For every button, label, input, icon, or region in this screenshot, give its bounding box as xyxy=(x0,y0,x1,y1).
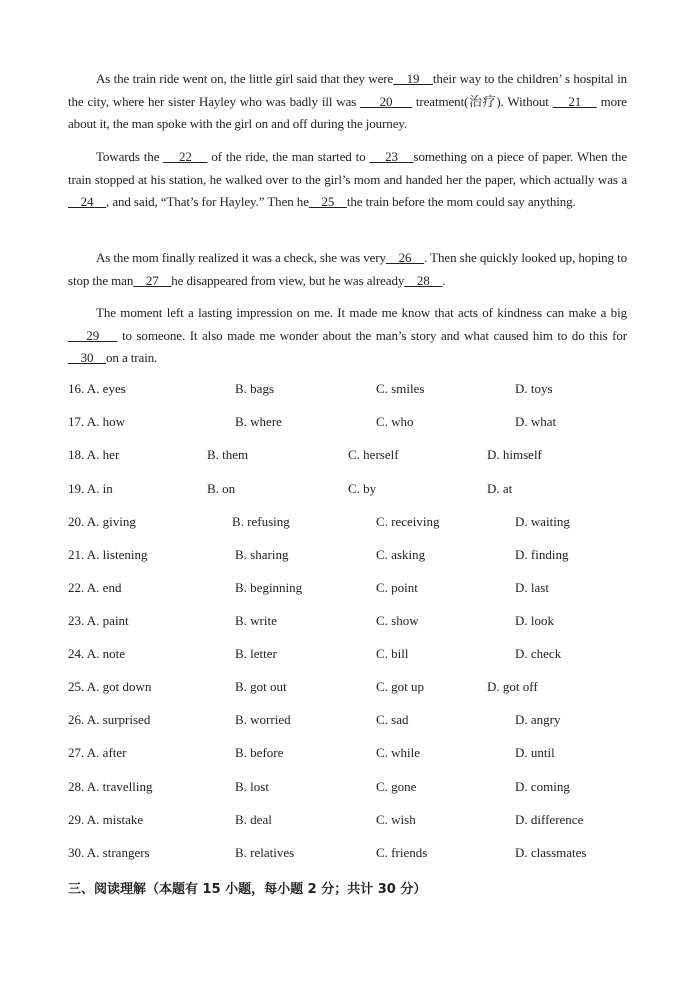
answer-blank: 30 xyxy=(68,350,107,365)
option-b: B. them xyxy=(207,447,249,462)
passage-paragraph-1 xyxy=(68,68,627,136)
option-b: B. on xyxy=(207,481,236,496)
passage-text: , and said, “That’s for Hayley.” Then he xyxy=(106,194,309,209)
option-b: B. bags xyxy=(235,381,274,396)
question-row xyxy=(68,514,628,534)
question-number-option-a: 27. A. after xyxy=(68,745,127,760)
option-b: B. where xyxy=(235,414,282,429)
question-number-option-a: 21. A. listening xyxy=(68,547,148,562)
passage-text: Towards the xyxy=(96,149,164,164)
passage-text: on a train. xyxy=(106,350,158,365)
question-row xyxy=(68,779,628,799)
passage-text: As the mom finally realized it was a check, she was very xyxy=(96,250,386,265)
option-c: C. point xyxy=(376,580,418,595)
option-c: C. wish xyxy=(376,812,416,827)
option-b: B. before xyxy=(235,745,284,760)
option-c: C. smiles xyxy=(376,381,425,396)
passage-text: treatment(治疗). Without xyxy=(411,93,553,109)
option-d: D. finding xyxy=(515,547,569,562)
option-d: D. at xyxy=(487,481,513,496)
option-c: C. by xyxy=(348,481,377,496)
answer-blank: 23 xyxy=(369,149,414,164)
option-d: D. difference xyxy=(515,812,584,827)
option-b: B. sharing xyxy=(235,547,289,562)
question-number-option-a: 22. A. end xyxy=(68,580,122,595)
option-c: C. receiving xyxy=(376,514,440,529)
question-number-option-a: 19. A. in xyxy=(68,481,113,496)
question-number-option-a: 16. A. eyes xyxy=(68,381,126,396)
passage-text: more about it, the man spoke with the girl on and off during the journey. xyxy=(68,93,627,131)
option-b: B. refusing xyxy=(232,514,290,529)
question-number-option-a: 23. A. paint xyxy=(68,613,129,628)
section-title: 三、阅读理解（本题有 15 小题，每小题 2 分；共计 30 分） xyxy=(68,882,427,897)
passage-text: As the train ride went on, the little girl said that they were xyxy=(96,71,394,86)
passage-text: . xyxy=(442,272,446,288)
question-row xyxy=(68,580,628,600)
answer-blank: 26 xyxy=(385,250,425,265)
answer-blank: 28 xyxy=(404,272,443,288)
question-row xyxy=(68,845,628,865)
option-b: B. letter xyxy=(235,646,277,661)
option-c: C. friends xyxy=(376,845,428,860)
option-c: C. gone xyxy=(376,779,417,794)
option-b: B. write xyxy=(235,613,277,628)
option-c: C. asking xyxy=(376,547,426,562)
option-d: D. what xyxy=(515,414,557,429)
passage-text: the train before the mom could say anything. xyxy=(346,194,576,209)
passage-text: to someone. It also made me wonder about the man’s story and what caused him to do this for xyxy=(117,327,627,343)
option-c: C. got up xyxy=(376,679,425,694)
passage-paragraph-4 xyxy=(68,302,627,370)
question-row xyxy=(68,712,628,732)
question-row xyxy=(68,414,628,434)
option-c: C. while xyxy=(376,745,421,760)
passage-paragraph-2 xyxy=(68,146,627,214)
answer-blank: 29 xyxy=(68,327,118,343)
question-row xyxy=(68,646,628,666)
question-number-option-a: 17. A. how xyxy=(68,414,126,429)
answer-blank: 25 xyxy=(308,194,347,209)
question-number-option-a: 24. A. note xyxy=(68,646,126,661)
question-number-option-a: 25. A. got down xyxy=(68,679,152,694)
question-number-option-a: 30. A. strangers xyxy=(68,845,150,860)
option-b: B. got out xyxy=(235,679,287,694)
answer-blank: 24 xyxy=(68,194,107,209)
option-c: C. herself xyxy=(348,447,399,462)
option-d: D. angry xyxy=(515,712,561,727)
question-number-option-a: 26. A. surprised xyxy=(68,712,151,727)
answer-blank: 21 xyxy=(552,93,597,109)
option-d: D. check xyxy=(515,646,562,661)
answer-blank: 19 xyxy=(393,71,433,86)
question-row xyxy=(68,447,628,467)
question-row xyxy=(68,547,628,567)
option-c: C. bill xyxy=(376,646,409,661)
option-d: D. until xyxy=(515,745,555,760)
passage-text: something on a piece of paper. When the train stopped at his station, he walked over to the girl’s mom and handed her the paper, which actually was a xyxy=(68,149,627,187)
answer-blank: 20 xyxy=(360,93,412,109)
question-row xyxy=(68,381,628,401)
option-b: B. relatives xyxy=(235,845,295,860)
option-b: B. worried xyxy=(235,712,291,727)
answer-blank: 27 xyxy=(133,272,172,288)
option-c: C. who xyxy=(376,414,414,429)
question-row xyxy=(68,812,628,832)
question-number-option-a: 28. A. travelling xyxy=(68,779,153,794)
option-d: D. coming xyxy=(515,779,570,794)
option-d: D. waiting xyxy=(515,514,570,529)
answer-blank: 22 xyxy=(163,149,208,164)
option-b: B. lost xyxy=(235,779,269,794)
question-number-option-a: 29. A. mistake xyxy=(68,812,144,827)
option-d: D. himself xyxy=(487,447,542,462)
option-d: D. classmates xyxy=(515,845,587,860)
passage-text: . Then she quickly looked up, hoping to stop the man xyxy=(68,250,627,288)
question-row xyxy=(68,745,628,765)
option-d: D. toys xyxy=(515,381,553,396)
option-b: B. deal xyxy=(235,812,272,827)
option-d: D. look xyxy=(515,613,554,628)
option-d: D. got off xyxy=(487,679,538,694)
passage-paragraph-3 xyxy=(68,247,627,292)
passage-text: of the ride, the man started to xyxy=(207,149,370,164)
passage-text: The moment left a lasting impression on me. It made me know that acts of kindness can make a big xyxy=(96,305,627,320)
option-c: C. sad xyxy=(376,712,409,727)
option-c: C. show xyxy=(376,613,419,628)
question-row xyxy=(68,613,628,633)
passage-text: their way to the children’ s hospital in the city, where her sister Hayley who was badly ill was xyxy=(68,71,627,109)
question-number-option-a: 20. A. giving xyxy=(68,514,136,529)
option-d: D. last xyxy=(515,580,549,595)
passage-text: he disappeared from view, but he was already xyxy=(171,272,405,288)
question-row xyxy=(68,679,628,699)
option-b: B. beginning xyxy=(235,580,303,595)
question-row xyxy=(68,481,628,501)
question-number-option-a: 18. A. her xyxy=(68,447,120,462)
